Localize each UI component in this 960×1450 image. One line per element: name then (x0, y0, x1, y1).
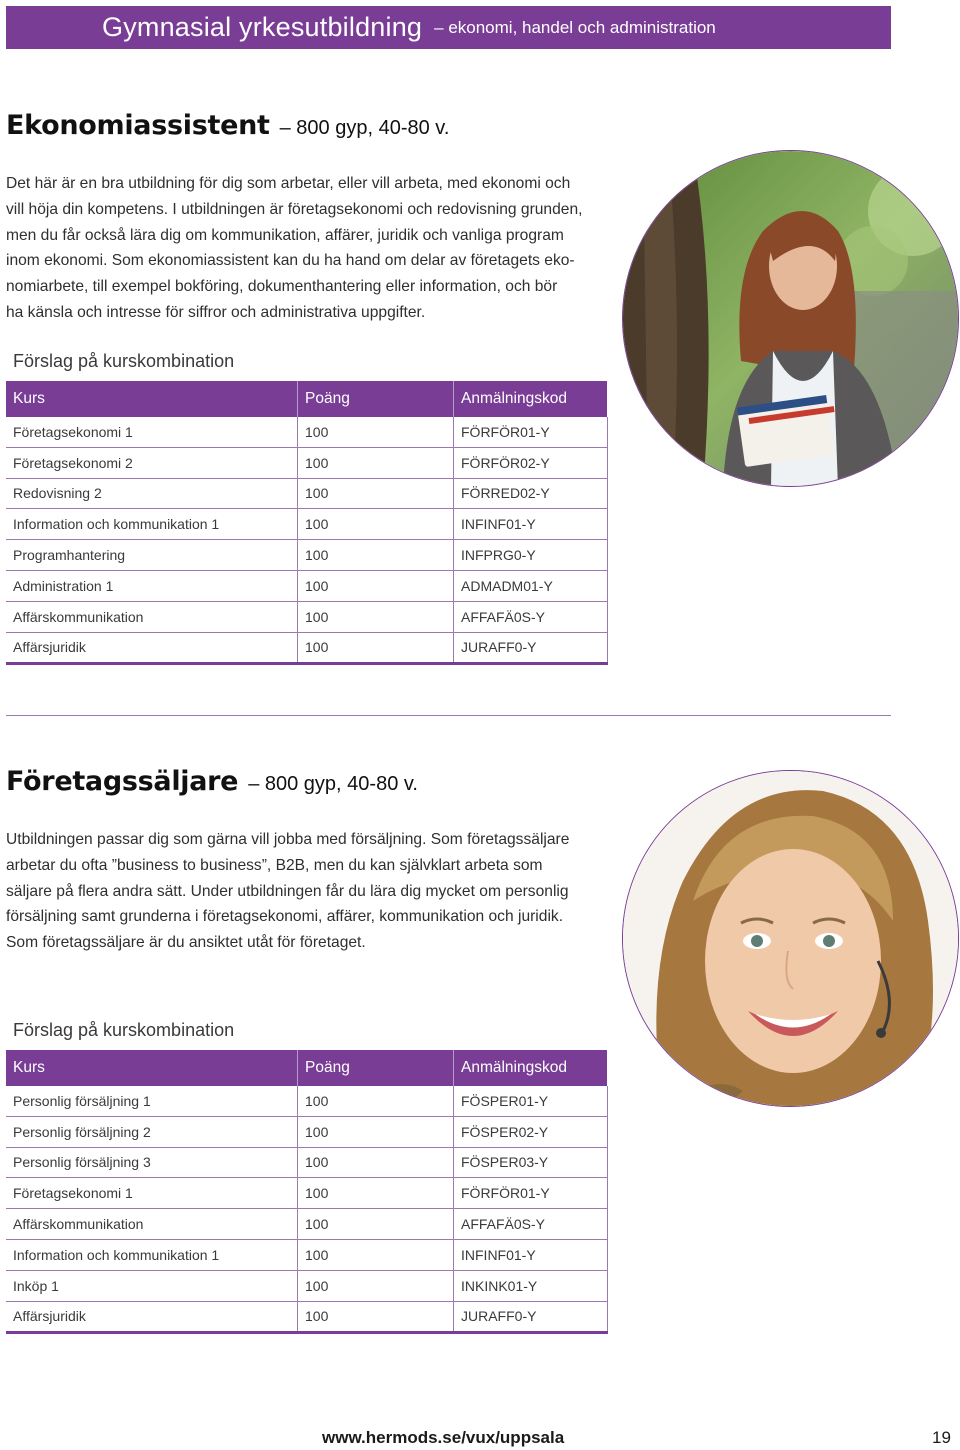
course-table (6, 1050, 608, 1334)
course-code: ADMADM01-Y (454, 570, 608, 601)
section-title-ekonomiassistent (6, 110, 449, 141)
table-row (6, 1270, 607, 1301)
program-description (6, 827, 610, 956)
course-name: Företagsekonomi 2 (6, 447, 298, 478)
course-suggestion-heading: Förslag på kurskombination (13, 351, 235, 371)
course-name: Affärskommunikation (6, 601, 298, 632)
page-number: 19 (932, 1428, 951, 1447)
column-header-course: Kurs (6, 1050, 298, 1086)
column-header-points: Poäng (298, 1050, 454, 1086)
course-points: 100 (298, 1301, 454, 1333)
course-code: FÖRFÖR02-Y (454, 447, 608, 478)
description-line: vill höja din kompetens. I utbildningen är företagsekonomi och redovisning grunden, (6, 200, 583, 218)
course-points: 100 (298, 509, 454, 540)
course-code: JURAFF0-Y (454, 632, 608, 664)
course-points: 100 (298, 632, 454, 664)
course-name: Företagsekonomi 1 (6, 417, 298, 447)
program-description (6, 171, 610, 326)
header-title: Gymnasial yrkesutbildning (102, 12, 423, 42)
course-points: 100 (298, 1086, 454, 1116)
course-name: Företagsekonomi 1 (6, 1178, 298, 1209)
course-points: 100 (298, 447, 454, 478)
description-line: säljare på flera andra sätt. Under utbildningen får du lära dig mycket om personlig (6, 882, 569, 900)
table-row (6, 1086, 607, 1116)
table-row (6, 1239, 607, 1270)
section-title-foretagssaljare (6, 766, 418, 797)
column-header-code: Anmälningskod (454, 381, 608, 417)
description-line: Som företagssäljare är du ansiktet utåt för företaget. (6, 934, 366, 952)
course-points: 100 (298, 478, 454, 509)
program-name: Företagssäljare (6, 766, 239, 797)
course-code: FÖSPER03-Y (454, 1147, 608, 1178)
table-row (6, 570, 607, 601)
description-line: ha känsla och intresse för siffror och administrativa uppgifter. (6, 303, 426, 321)
table-row (6, 417, 607, 447)
course-code: AFFAFÄ0S-Y (454, 1209, 608, 1240)
course-name: Information och kommunikation 1 (6, 509, 298, 540)
course-name: Administration 1 (6, 570, 298, 601)
footer-website-url: www.hermods.se/vux/uppsala (322, 1428, 565, 1447)
table-row (6, 1178, 607, 1209)
description-line: försäljning samt grunderna i företagsekonomi, affärer, kommunikation och juridik. (6, 908, 564, 926)
table-row (6, 601, 607, 632)
column-header-points: Poäng (298, 381, 454, 417)
smiling-woman-headset-illustration (623, 771, 959, 1107)
table-row (6, 1301, 607, 1333)
table-row (6, 1209, 607, 1240)
student-portrait-photo (622, 150, 959, 487)
course-name: Information och kommunikation 1 (6, 1239, 298, 1270)
course-points: 100 (298, 1116, 454, 1147)
course-name: Personlig försäljning 3 (6, 1147, 298, 1178)
course-name: Redovisning 2 (6, 478, 298, 509)
course-code: FÖSPER01-Y (454, 1086, 608, 1116)
course-code: INFPRG0-Y (454, 540, 608, 571)
course-name: Affärsjuridik (6, 1301, 298, 1333)
course-name: Programhantering (6, 540, 298, 571)
program-duration: – 800 gyp, 40-80 v. (279, 117, 450, 139)
page-header-bar (6, 6, 891, 49)
course-code: FÖRRED02-Y (454, 478, 608, 509)
course-points: 100 (298, 570, 454, 601)
course-code: INFINF01-Y (454, 509, 608, 540)
description-line: arbetar du ofta ”business to business”, B2B, men du kan självklart arbeta som (6, 856, 543, 874)
course-name: Personlig försäljning 1 (6, 1086, 298, 1116)
column-header-course: Kurs (6, 381, 298, 417)
course-code: JURAFF0-Y (454, 1301, 608, 1333)
description-line: men du får också lära dig om kommunikation, affärer, juridik och vanliga program (6, 226, 564, 244)
course-code: FÖSPER02-Y (454, 1116, 608, 1147)
description-line: Det här är en bra utbildning för dig som arbetar, eller vill arbeta, med ekonomi och (6, 175, 571, 192)
course-name: Personlig försäljning 2 (6, 1116, 298, 1147)
course-points: 100 (298, 601, 454, 632)
course-points: 100 (298, 1147, 454, 1178)
table-row (6, 509, 607, 540)
course-code: INKINK01-Y (454, 1270, 608, 1301)
course-name: Affärsjuridik (6, 632, 298, 664)
course-code: FÖRFÖR01-Y (454, 417, 608, 447)
course-name: Affärskommunikation (6, 1209, 298, 1240)
course-code: AFFAFÄ0S-Y (454, 601, 608, 632)
section-divider (6, 715, 891, 716)
table-row (6, 478, 607, 509)
course-points: 100 (298, 1239, 454, 1270)
description-line: nomiarbete, till exempel bokföring, dokumenthantering eller information, och bör (6, 278, 558, 296)
course-table (6, 381, 608, 665)
program-name: Ekonomiassistent (6, 110, 270, 141)
table-row (6, 540, 607, 571)
table-row (6, 447, 607, 478)
program-duration: – 800 gyp, 40-80 v. (248, 773, 418, 795)
course-points: 100 (298, 1209, 454, 1240)
salesperson-portrait-photo (622, 770, 959, 1107)
course-points: 100 (298, 540, 454, 571)
course-code: FÖRFÖR01-Y (454, 1178, 608, 1209)
table-row (6, 1116, 607, 1147)
course-points: 100 (298, 1270, 454, 1301)
description-line: inom ekonomi. Som ekonomiassistent kan du ha hand om delar av företagets eko- (6, 252, 575, 270)
table-row (6, 632, 607, 664)
course-points: 100 (298, 1178, 454, 1209)
course-code: INFINF01-Y (454, 1239, 608, 1270)
course-points: 100 (298, 417, 454, 447)
description-line: Utbildningen passar dig som gärna vill jobba med försäljning. Som företagssäljare (6, 831, 570, 848)
header-subtitle: – ekonomi, handel och administration (434, 17, 716, 37)
table-row (6, 1147, 607, 1178)
column-header-code: Anmälningskod (454, 1050, 608, 1086)
course-name: Inköp 1 (6, 1270, 298, 1301)
woman-with-books-illustration (623, 151, 959, 487)
course-suggestion-heading: Förslag på kurskombination (13, 1020, 235, 1040)
